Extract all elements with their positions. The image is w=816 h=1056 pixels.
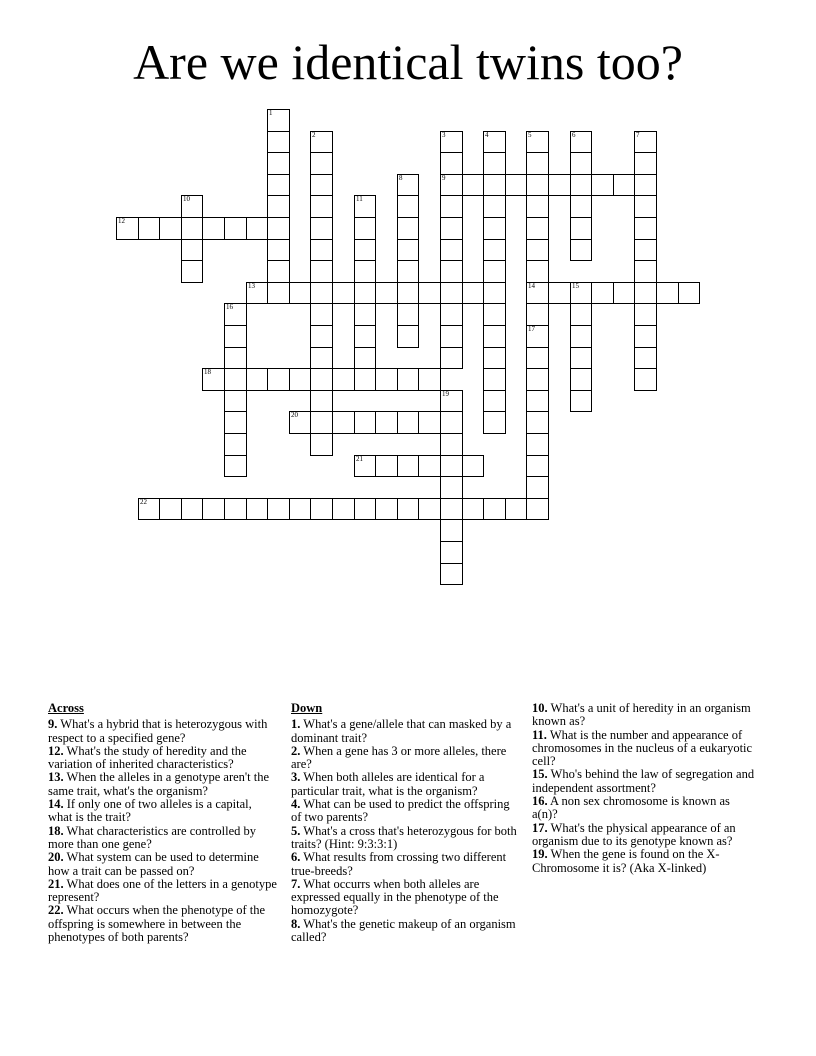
- clue-text: What occurs when the phenotype of the offspring is somewhere in between the phenotypes of both parents?: [48, 903, 266, 945]
- grid-cell[interactable]: [354, 411, 376, 434]
- grid-cell[interactable]: [526, 282, 549, 304]
- clue-item: [291, 771, 519, 798]
- grid-cell[interactable]: [613, 282, 635, 304]
- cell-number: 13: [248, 282, 255, 290]
- down-heading: Down: [291, 701, 323, 715]
- grid-cell[interactable]: [634, 195, 657, 218]
- grid-cell[interactable]: [634, 325, 657, 348]
- grid-cell[interactable]: [570, 368, 592, 391]
- grid-cell[interactable]: [483, 282, 506, 304]
- grid-cell[interactable]: [224, 325, 247, 348]
- grid-cell[interactable]: [483, 152, 506, 175]
- grid-cell[interactable]: [202, 368, 225, 391]
- grid-cell[interactable]: [634, 347, 657, 369]
- grid-cell[interactable]: [440, 174, 463, 196]
- grid-cell[interactable]: [267, 368, 290, 391]
- clue-number: 13.: [48, 770, 64, 785]
- grid-cell[interactable]: [462, 282, 484, 304]
- clue-item: [532, 795, 758, 822]
- clue-text: What's a unit of heredity in an organism known as?: [532, 701, 751, 729]
- grid-cell[interactable]: [332, 282, 355, 304]
- grid-cell[interactable]: [526, 217, 549, 240]
- grid-cell[interactable]: [483, 411, 506, 434]
- grid-cell[interactable]: [375, 368, 398, 391]
- grid-cell[interactable]: [634, 239, 657, 261]
- grid-cell[interactable]: [634, 217, 657, 240]
- clue-number: 18.: [48, 823, 64, 838]
- grid-cell[interactable]: [440, 152, 463, 175]
- clue-text: When the alleles in a genotype aren't the same trait, what's the organism?: [48, 770, 270, 798]
- clue-number: 1.: [291, 717, 301, 732]
- grid-cell[interactable]: [267, 152, 290, 175]
- grid-cell[interactable]: [267, 282, 290, 304]
- grid-cell[interactable]: [224, 217, 247, 240]
- grid-cell[interactable]: [548, 174, 571, 196]
- grid-cell[interactable]: [310, 131, 333, 153]
- grid-cell[interactable]: [224, 368, 247, 391]
- cell-number: 15: [572, 282, 579, 290]
- grid-cell[interactable]: [310, 282, 333, 304]
- clue-item: [532, 729, 758, 769]
- grid-cell[interactable]: [483, 174, 506, 196]
- grid-cell[interactable]: [418, 368, 441, 391]
- clue-text: When a gene has 3 or more alleles, there are?: [291, 743, 507, 772]
- grid-cell[interactable]: [354, 498, 376, 520]
- cell-number: 7: [636, 131, 640, 139]
- clue-number: 5.: [291, 823, 301, 838]
- grid-cell[interactable]: [570, 131, 592, 153]
- cell-number: 1: [269, 109, 273, 117]
- grid-cell[interactable]: [354, 325, 376, 348]
- grid-cell[interactable]: [526, 152, 549, 175]
- grid-cell[interactable]: [526, 239, 549, 261]
- cell-number: 19: [442, 390, 449, 398]
- grid-cell[interactable]: [634, 303, 657, 326]
- grid-cell[interactable]: [310, 303, 333, 326]
- grid-cell[interactable]: [354, 195, 376, 218]
- grid-cell[interactable]: [570, 195, 592, 218]
- grid-cell[interactable]: [332, 498, 355, 520]
- clue-number: 21.: [48, 876, 64, 891]
- grid-cell[interactable]: [310, 239, 333, 261]
- grid-cell[interactable]: [310, 347, 333, 369]
- grid-cell[interactable]: [418, 498, 441, 520]
- grid-cell[interactable]: [634, 282, 657, 304]
- cell-number: 3: [442, 131, 446, 139]
- grid-cell[interactable]: [310, 260, 333, 283]
- clue-number: 14.: [48, 797, 64, 812]
- grid-cell[interactable]: [224, 411, 247, 434]
- grid-cell[interactable]: [397, 174, 419, 196]
- grid-cell[interactable]: [138, 217, 160, 240]
- cell-number: 18: [204, 368, 211, 376]
- clue-text: What can be used to predict the offspring of two parents?: [291, 797, 510, 825]
- grid-cell[interactable]: [483, 325, 506, 348]
- grid-cell[interactable]: [526, 325, 549, 348]
- grid-cell[interactable]: [505, 498, 527, 520]
- cell-number: 6: [572, 131, 576, 139]
- down-clues-continued: [532, 702, 758, 875]
- across-heading: Across: [48, 701, 84, 715]
- grid-cell[interactable]: [267, 195, 290, 218]
- grid-cell[interactable]: [181, 195, 203, 218]
- clue-text: What system can be used to determine how a trait can be passed on?: [48, 850, 259, 878]
- grid-cell[interactable]: [462, 498, 484, 520]
- clue-text: Who's behind the law of segregation and independent assortment?: [532, 767, 755, 795]
- clue-text: When the gene is found on the X-Chromosome it is? (Aka X-linked): [532, 847, 720, 875]
- grid-cell[interactable]: [202, 498, 225, 520]
- grid-cell[interactable]: [310, 152, 333, 175]
- grid-cell[interactable]: [440, 239, 463, 261]
- grid-cell[interactable]: [181, 498, 203, 520]
- clue-text: What's a hybrid that is heterozygous with respect to a specified gene?: [48, 717, 268, 745]
- grid-cell[interactable]: [591, 282, 614, 304]
- grid-cell[interactable]: [375, 282, 398, 304]
- clue-item: [291, 745, 519, 772]
- grid-cell[interactable]: [440, 131, 463, 153]
- grid-cell[interactable]: [310, 195, 333, 218]
- grid-cell[interactable]: [483, 368, 506, 391]
- grid-cell[interactable]: [397, 325, 419, 348]
- grid-cell[interactable]: [440, 347, 463, 369]
- grid-cell[interactable]: [310, 498, 333, 520]
- grid-cell[interactable]: [634, 152, 657, 175]
- grid-cell[interactable]: [591, 174, 614, 196]
- clue-item: [48, 718, 278, 745]
- clue-number: 10.: [532, 701, 548, 715]
- grid-cell[interactable]: [483, 217, 506, 240]
- grid-cell[interactable]: [224, 347, 247, 369]
- grid-cell[interactable]: [526, 174, 549, 196]
- grid-cell[interactable]: [267, 239, 290, 261]
- clue-number: 20.: [48, 850, 64, 865]
- clue-number: 6.: [291, 850, 301, 865]
- grid-cell[interactable]: [224, 390, 247, 412]
- clue-text: What's a cross that's heterozygous for both traits? (Hint: 9:3:3:1): [291, 823, 517, 851]
- grid-cell[interactable]: [289, 411, 311, 434]
- grid-cell[interactable]: [440, 476, 463, 499]
- cell-number: 22: [140, 498, 147, 506]
- clue-number: 19.: [532, 847, 548, 862]
- grid-cell[interactable]: [613, 174, 635, 196]
- grid-cell[interactable]: [440, 217, 463, 240]
- grid-cell[interactable]: [159, 217, 182, 240]
- cell-number: 20: [291, 411, 298, 419]
- grid-cell[interactable]: [310, 325, 333, 348]
- clue-text: When both alleles are identical for a particular trait, what is the organism?: [291, 770, 485, 798]
- grid-cell[interactable]: [397, 217, 419, 240]
- grid-cell[interactable]: [483, 303, 506, 326]
- grid-cell[interactable]: [116, 217, 139, 240]
- clue-number: 16.: [532, 794, 548, 809]
- grid-cell[interactable]: [526, 260, 549, 283]
- page-title: Are we identical twins too?: [133, 34, 683, 90]
- clue-item: [291, 825, 519, 852]
- grid-cell[interactable]: [289, 368, 311, 391]
- clue-text: What is the number and appearance of chromosomes in the nucleus of a eukaryotic cell?: [532, 727, 753, 769]
- clue-item: [48, 904, 278, 944]
- grid-cell[interactable]: [332, 411, 355, 434]
- grid-cell[interactable]: [526, 498, 549, 520]
- grid-cell[interactable]: [526, 195, 549, 218]
- grid-cell[interactable]: [634, 131, 657, 153]
- grid-cell[interactable]: [570, 152, 592, 175]
- grid-cell[interactable]: [634, 174, 657, 196]
- grid-cell[interactable]: [526, 411, 549, 434]
- cell-number: 2: [312, 131, 316, 139]
- grid-cell[interactable]: [224, 303, 247, 326]
- clue-number: 12.: [48, 743, 64, 758]
- grid-cell[interactable]: [440, 195, 463, 218]
- grid-cell[interactable]: [375, 455, 398, 477]
- cell-number: 14: [528, 282, 535, 290]
- grid-cell[interactable]: [570, 217, 592, 240]
- grid-cell[interactable]: [526, 303, 549, 326]
- grid-cell[interactable]: [310, 174, 333, 196]
- grid-cell[interactable]: [354, 239, 376, 261]
- grid-cell[interactable]: [310, 390, 333, 412]
- grid-cell[interactable]: [354, 260, 376, 283]
- clue-item: [48, 798, 278, 825]
- grid-cell[interactable]: [267, 260, 290, 283]
- grid-cell[interactable]: [354, 368, 376, 391]
- cell-number: 4: [485, 131, 489, 139]
- grid-cell[interactable]: [267, 131, 290, 153]
- clue-number: 3.: [291, 770, 301, 785]
- grid-cell[interactable]: [440, 519, 463, 542]
- clue-text: What does one of the letters in a genotype represent?: [48, 876, 277, 905]
- clue-item: [532, 702, 758, 729]
- grid-cell[interactable]: [440, 563, 463, 585]
- grid-cell[interactable]: [634, 368, 657, 391]
- across-clues: [48, 702, 278, 944]
- clue-text: What's the physical appearance of an organism due to its genotype known as?: [532, 820, 736, 848]
- grid-cell[interactable]: [202, 217, 225, 240]
- cell-number: 17: [528, 325, 535, 333]
- grid-cell[interactable]: [138, 498, 160, 520]
- clue-number: 4.: [291, 797, 301, 812]
- grid-cell[interactable]: [397, 195, 419, 218]
- clue-text: What's a gene/allele that can masked by a dominant trait?: [291, 717, 512, 745]
- grid-cell[interactable]: [483, 347, 506, 369]
- grid-cell[interactable]: [397, 411, 419, 434]
- cell-number: 21: [356, 455, 363, 463]
- grid-cell[interactable]: [570, 347, 592, 369]
- clue-item: [291, 878, 519, 918]
- grid-cell[interactable]: [397, 303, 419, 326]
- grid-cell[interactable]: [440, 260, 463, 283]
- grid-cell[interactable]: [526, 347, 549, 369]
- grid-cell[interactable]: [440, 498, 463, 520]
- clue-text: What's the genetic makeup of an organism called?: [291, 916, 516, 945]
- grid-cell[interactable]: [483, 195, 506, 218]
- grid-cell[interactable]: [526, 455, 549, 477]
- clue-text: What's the study of heredity and the variation of inherited characteristics?: [48, 743, 247, 772]
- grid-cell[interactable]: [397, 498, 419, 520]
- grid-cell[interactable]: [548, 282, 571, 304]
- grid-cell[interactable]: [354, 347, 376, 369]
- grid-cell[interactable]: [440, 282, 463, 304]
- cell-number: 5: [528, 131, 532, 139]
- cell-number: 10: [183, 195, 190, 203]
- grid-cell[interactable]: [418, 282, 441, 304]
- grid-cell[interactable]: [181, 217, 203, 240]
- grid-cell[interactable]: [159, 498, 182, 520]
- cell-number: 12: [118, 217, 125, 225]
- grid-cell[interactable]: [397, 455, 419, 477]
- grid-cell[interactable]: [505, 174, 527, 196]
- grid-cell[interactable]: [462, 455, 484, 477]
- grid-cell[interactable]: [570, 239, 592, 261]
- clue-text: What characteristics are controlled by more than one gene?: [48, 823, 257, 851]
- clue-number: 15.: [532, 767, 548, 782]
- grid-cell[interactable]: [440, 411, 463, 434]
- grid-cell[interactable]: [483, 131, 506, 153]
- cell-number: 8: [399, 174, 403, 182]
- clue-item: [291, 918, 519, 945]
- grid-cell[interactable]: [440, 325, 463, 348]
- clue-item: [291, 718, 519, 745]
- grid-cell[interactable]: [310, 433, 333, 456]
- clue-number: 22.: [48, 903, 64, 918]
- grid-cell[interactable]: [246, 498, 268, 520]
- clue-item: [48, 825, 278, 852]
- cell-number: 11: [356, 195, 363, 203]
- grid-cell[interactable]: [462, 174, 484, 196]
- clue-number: 11.: [532, 727, 547, 742]
- grid-cell[interactable]: [397, 282, 419, 304]
- grid-cell[interactable]: [354, 303, 376, 326]
- grid-cell[interactable]: [570, 303, 592, 326]
- grid-cell[interactable]: [267, 174, 290, 196]
- grid-cell[interactable]: [526, 368, 549, 391]
- grid-cell[interactable]: [483, 390, 506, 412]
- grid-cell[interactable]: [267, 109, 290, 132]
- grid-cell[interactable]: [310, 411, 333, 434]
- grid-cell[interactable]: [375, 498, 398, 520]
- grid-cell[interactable]: [224, 433, 247, 456]
- grid-cell[interactable]: [397, 239, 419, 261]
- grid-cell[interactable]: [570, 390, 592, 412]
- grid-cell[interactable]: [526, 433, 549, 456]
- grid-cell[interactable]: [440, 455, 463, 477]
- grid-cell[interactable]: [440, 390, 463, 412]
- grid-cell[interactable]: [526, 390, 549, 412]
- clue-text: A non sex chromosome is known as a(n)?: [532, 794, 730, 822]
- grid-cell[interactable]: [181, 239, 203, 261]
- clue-number: 17.: [532, 820, 548, 835]
- grid-cell[interactable]: [354, 455, 376, 477]
- clue-text: What occurrs when both alleles are expressed equally in the phenotype of the homozygote?: [291, 876, 499, 918]
- grid-cell[interactable]: [678, 282, 700, 304]
- clue-number: 7.: [291, 876, 301, 891]
- clue-item: [48, 771, 278, 798]
- grid-cell[interactable]: [418, 411, 441, 434]
- clue-item: [532, 848, 758, 875]
- grid-cell[interactable]: [267, 498, 290, 520]
- grid-cell[interactable]: [570, 174, 592, 196]
- grid-cell[interactable]: [440, 433, 463, 456]
- grid-cell[interactable]: [483, 498, 506, 520]
- grid-cell[interactable]: [289, 498, 311, 520]
- grid-cell[interactable]: [397, 368, 419, 391]
- grid-cell[interactable]: [634, 260, 657, 283]
- clue-item: [48, 851, 278, 878]
- clue-text: If only one of two alleles is a capital, what is the trait?: [48, 797, 252, 825]
- clue-number: 8.: [291, 916, 301, 931]
- grid-cell[interactable]: [310, 217, 333, 240]
- grid-cell[interactable]: [526, 131, 549, 153]
- grid-cell[interactable]: [267, 217, 290, 240]
- grid-cell[interactable]: [246, 282, 268, 304]
- grid-cell[interactable]: [570, 325, 592, 348]
- clue-item: [48, 745, 278, 772]
- grid-cell[interactable]: [246, 368, 268, 391]
- cell-number: 16: [226, 303, 233, 311]
- grid-cell[interactable]: [397, 260, 419, 283]
- clue-item: [291, 798, 519, 825]
- clue-item: [291, 851, 519, 878]
- cell-number: 9: [442, 174, 446, 182]
- clue-text: What results from crossing two different true-breeds?: [291, 850, 507, 878]
- grid-cell[interactable]: [570, 282, 592, 304]
- grid-cell[interactable]: [418, 455, 441, 477]
- grid-cell[interactable]: [181, 260, 203, 283]
- down-clues: [291, 702, 519, 944]
- clue-item: [532, 768, 758, 795]
- grid-cell[interactable]: [310, 368, 333, 391]
- clue-number: 9.: [48, 717, 58, 732]
- grid-cell[interactable]: [483, 260, 506, 283]
- grid-cell[interactable]: [440, 303, 463, 326]
- grid-cell[interactable]: [440, 541, 463, 564]
- grid-cell[interactable]: [526, 476, 549, 499]
- grid-cell[interactable]: [354, 217, 376, 240]
- grid-cell[interactable]: [483, 239, 506, 261]
- clue-item: [532, 822, 758, 849]
- grid-cell[interactable]: [224, 498, 247, 520]
- clue-number: 2.: [291, 743, 301, 758]
- grid-cell[interactable]: [656, 282, 679, 304]
- grid-cell[interactable]: [332, 368, 355, 391]
- grid-cell[interactable]: [224, 455, 247, 477]
- grid-cell[interactable]: [246, 217, 268, 240]
- grid-cell[interactable]: [375, 411, 398, 434]
- grid-cell[interactable]: [354, 282, 376, 304]
- grid-cell[interactable]: [289, 282, 311, 304]
- clue-item: [48, 878, 278, 905]
